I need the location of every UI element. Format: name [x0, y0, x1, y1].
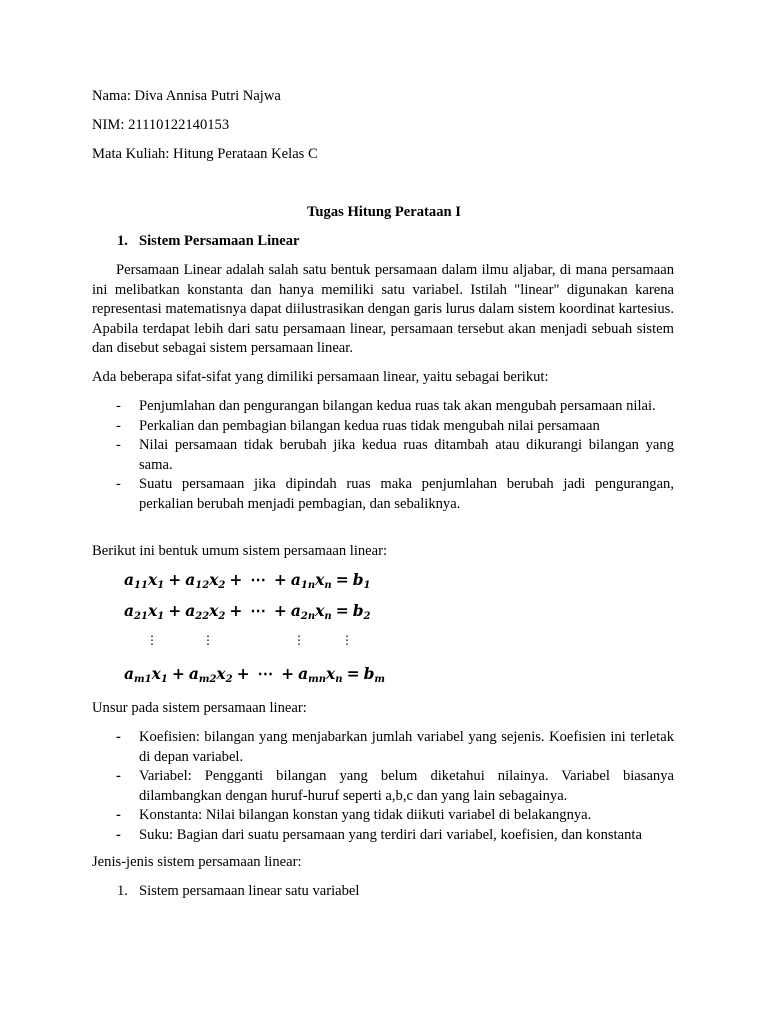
list-marker: - — [116, 437, 121, 453]
list-item: - Nilai persamaan tidak berubah jika kedua ruas ditambah atau dikurangi bilangan yang sama. — [116, 437, 674, 473]
student-nim-line: NIM: 21110122140153 — [92, 117, 230, 133]
document-title: Tugas Hitung Perataan I — [307, 204, 461, 220]
list-item: - Perkalian dan pembagian bilangan kedua ruas tidak mengubah nilai persamaan — [92, 417, 674, 437]
vdots-symbol: ⋮ — [293, 633, 305, 647]
list-marker: - — [116, 729, 121, 745]
types-intro: Jenis-jenis sistem persamaan linear: — [92, 854, 302, 870]
list-item: - Penjumlahan dan pengurangan bilangan kedua ruas tak akan mengubah persamaan nilai. — [92, 397, 674, 417]
list-marker: - — [116, 768, 121, 784]
elements-list — [92, 728, 674, 845]
list-item: - Koefisien: bilangan yang menjabarkan jumlah variabel yang sejenis. Koefisien ini terletak di depan variabel. — [116, 729, 674, 765]
list-item: - Konstanta: Nilai bilangan konstan yang tidak diikuti variabel di belakangnya. — [92, 806, 674, 826]
intro-paragraph: Persamaan Linear adalah salah satu bentuk persamaan dalam ilmu aljabar, di mana persamaan ini melibatkan konstanta dan hanya memiliki satu variabel. Istilah "linear" digunakan karena representasi matematisnya dapat diilustrasikan dengan garis lurus dalam sistem koordinat kartesius. Apabila terdapat lebih dari satu persamaan linear, persamaan tersebut akan menjadi sebuah sistem dan disebut sebagai sistem persamaan linear. — [92, 262, 674, 356]
properties-intro: Ada beberapa sifat-sifat yang dimiliki persamaan linear, yaitu sebagai berikut: — [92, 369, 549, 385]
list-marker: - — [116, 476, 121, 492]
list-marker: - — [116, 826, 121, 843]
equation-row-2: $a_{21}x_1 + a_{22}x_2$ + ⋯ + $a_{2n}x_n = b_2$ — [124, 601, 371, 622]
properties-list — [92, 397, 674, 514]
types-item-number: 1. — [117, 883, 128, 899]
course-line: Mata Kuliah: Hitung Perataan Kelas C — [92, 146, 318, 162]
vdots-symbol: ⋮ — [202, 633, 214, 647]
equation-row-m: $a_{m1}x_1 + a_{m2}x_2$ + ⋯ + $a_{mn}x_n = b_m$ — [124, 664, 385, 685]
types-item-label: Sistem persamaan linear satu variabel — [139, 883, 360, 899]
types-list-item — [117, 882, 359, 902]
list-item: - Variabel: Pengganti bilangan yang belum diketahui nilainya. Variabel biasanya dilambangkan dengan huruf-huruf seperti a,b,c dan yang lain sebagainya. — [116, 768, 674, 804]
list-item: - Suatu persamaan jika dipindah ruas maka penjumlahan berubah jadi pengurangan, perkalian berubah menjadi pembagian, dan sebaliknya. — [116, 476, 674, 512]
general-form-intro: Berikut ini bentuk umum sistem persamaan linear: — [92, 543, 388, 559]
list-marker: - — [116, 807, 121, 823]
vdots-symbol: ⋮ — [146, 633, 158, 647]
section-title: Sistem Persamaan Linear — [139, 233, 300, 249]
section-heading — [117, 232, 300, 252]
equation-row-1: $a_{11}x_1 + a_{12}x_2$ + ⋯ + $a_{1n}x_n = b_1$ — [124, 570, 371, 591]
section-number: 1. — [117, 233, 128, 249]
vdots-symbol: ⋮ — [341, 633, 353, 647]
student-name-line: Nama: Diva Annisa Putri Najwa — [92, 88, 281, 104]
list-item: - Suku: Bagian dari suatu persamaan yang terdiri dari variabel, koefisien, dan konstanta — [92, 826, 674, 846]
list-marker: - — [116, 417, 121, 434]
elements-intro: Unsur pada sistem persamaan linear: — [92, 700, 307, 716]
list-marker: - — [116, 398, 121, 414]
